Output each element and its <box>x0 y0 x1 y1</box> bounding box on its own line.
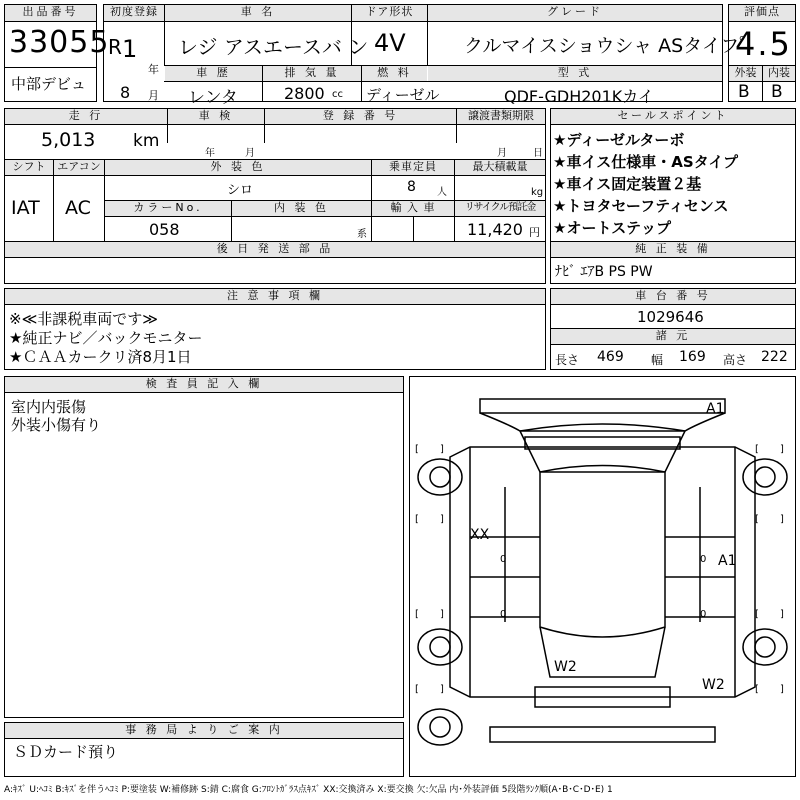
damage-mark: A1 <box>718 553 737 569</box>
mileage-label: 走 行 <box>5 109 167 124</box>
wheel-rear-left <box>418 629 462 665</box>
int-color-label: 内 装 色 <box>232 201 371 216</box>
reg-year: 1 <box>122 35 138 63</box>
svg-text:[: [ <box>755 609 759 620</box>
inspection-month-unit: 月 <box>245 148 255 159</box>
capacity-unit: 人 <box>437 187 447 198</box>
inspection-label: 車 検 <box>168 109 264 124</box>
color-no-label: カラーNo. <box>105 201 231 216</box>
transfer-label: 譲渡書類期限 <box>457 109 545 124</box>
displacement: 2800 <box>284 84 325 103</box>
ac: AC <box>65 197 91 219</box>
chassis-box <box>550 288 796 370</box>
max-load-unit: kg <box>531 187 544 198</box>
debut-label: 中部デビュ <box>11 75 87 93</box>
lot-number: 33055 <box>9 25 110 60</box>
ext-color-label: 外 装 色 <box>105 160 371 175</box>
svg-text:]: ] <box>440 609 444 620</box>
car-name: レジ アスエースバ ン <box>178 35 369 59</box>
era: R <box>108 35 122 59</box>
svg-text:[: [ <box>415 514 419 525</box>
capacity: 8 <box>407 179 416 195</box>
svg-text:]: ] <box>780 444 784 455</box>
front-bumper-outline <box>480 399 725 413</box>
svg-text:0: 0 <box>700 609 707 620</box>
selling-points-label: セールスポイント <box>551 109 795 124</box>
capacity-label: 乗車定員 <box>372 160 454 175</box>
notes-box <box>4 288 546 370</box>
inspector-line: 外装小傷有り <box>11 416 102 434</box>
model: QDF-GDH201Kカイ <box>504 87 654 106</box>
door: 4V <box>374 29 406 57</box>
door-label: ドア形状 <box>352 5 427 21</box>
selling-points-box <box>550 108 796 284</box>
mileage: 5,013 <box>41 129 96 151</box>
recycle-label: リサイクル預託金 <box>455 201 545 216</box>
svg-text:[: [ <box>415 684 419 695</box>
svg-text:]: ] <box>440 444 444 455</box>
transfer-month-unit: 月 <box>497 148 507 159</box>
svg-text:]: ] <box>780 514 784 525</box>
svg-text:]: ] <box>780 609 784 620</box>
postsend-label: 後 日 発 送 部 品 <box>5 242 545 257</box>
car-name-label: 車 名 <box>165 5 351 21</box>
width-label: 幅 <box>651 353 664 367</box>
chassis-number: 1029646 <box>637 308 704 326</box>
svg-text:]: ] <box>780 684 784 695</box>
ext-grade-label: 外装 <box>729 66 762 81</box>
damage-mark: A1 <box>706 401 725 417</box>
wheel-front-left <box>418 459 462 495</box>
fuel: ディーゼル <box>366 86 440 104</box>
length: 469 <box>597 349 624 365</box>
reg-month: 8 <box>120 83 131 102</box>
history: レンタ <box>188 88 238 108</box>
roof-outline <box>540 466 665 638</box>
month-unit: 月 <box>148 89 159 102</box>
displacement-label: 排 気 量 <box>263 66 361 81</box>
svg-text:[: [ <box>755 684 759 695</box>
int-grade: B <box>771 82 783 102</box>
dims-label: 諸 元 <box>551 329 795 344</box>
wheel-front-right <box>743 459 787 495</box>
selling-point: ★トヨタセーフティセンス <box>553 197 729 215</box>
equipment-value: ﾅﾋﾞ ｴｱB PS PW <box>555 264 653 280</box>
chassis-label: 車 台 番 号 <box>551 289 795 304</box>
svg-text:[: [ <box>755 514 759 525</box>
reg-no-label: 登 録 番 号 <box>265 109 456 124</box>
reg-label: 初度登録 <box>104 5 164 21</box>
svg-text:[: [ <box>755 444 759 455</box>
ext-color: シロ <box>227 183 254 198</box>
svg-text:0: 0 <box>500 554 507 565</box>
svg-text:[: [ <box>415 609 419 620</box>
spare-wheel <box>418 709 462 745</box>
recycle: 11,420 <box>467 220 523 239</box>
ext-grade: B <box>738 82 750 102</box>
year-unit: 年 <box>148 63 159 76</box>
damage-mark: W2 <box>702 677 725 693</box>
score-box <box>728 4 796 102</box>
grade: クルマイスショウシャ ASタイフ゜ <box>464 35 759 57</box>
displacement-unit: cc <box>332 89 343 100</box>
car-diagram-svg <box>410 377 795 776</box>
specs-box <box>4 108 546 284</box>
shift-label: シフト <box>5 160 53 175</box>
width: 169 <box>679 349 706 365</box>
front-body-outline <box>480 413 725 431</box>
office-label: 事 務 局 よ り ご 案 内 <box>5 723 403 738</box>
mileage-unit: km <box>133 131 160 151</box>
damage-mark: W2 <box>554 659 577 675</box>
height: 222 <box>761 349 788 365</box>
max-load-label: 最大積載量 <box>455 160 545 175</box>
ac-label: エアコン <box>54 160 104 175</box>
note-line: ※≪非課税車両です≫ <box>9 310 158 328</box>
office-box <box>4 722 404 777</box>
wheel-rear-right <box>743 629 787 665</box>
length-label: 長さ <box>555 353 580 367</box>
inspector-box <box>4 376 404 718</box>
int-color-unit: 系 <box>357 229 367 240</box>
note-line: ★ＣＡＡカークリ済8月1日 <box>9 348 192 366</box>
car-diagram <box>409 376 796 777</box>
notes-label: 注 意 事 項 欄 <box>5 289 545 304</box>
model-label: 型 式 <box>428 66 722 81</box>
svg-text:]: ] <box>440 514 444 525</box>
equipment-label: 純 正 装 備 <box>551 242 795 257</box>
svg-text:[: [ <box>415 444 419 455</box>
import-label: 輸 入 車 <box>372 201 454 216</box>
note-line: ★純正ナビ／バックモニター <box>9 329 203 347</box>
office-text: ＳＤカード預り <box>13 743 119 761</box>
lot-label: 出品番号 <box>5 5 96 21</box>
score: 4.5 <box>735 25 792 63</box>
legend: A:ｷｽﾞ U:ﾍｺﾐ B:ｷｽﾞを伴うﾍｺﾐ P:要塗装 W:補修跡 S:錆 C:腐食 G:ﾌﾛﾝﾄｶﾞﾗｽ点ｷｽﾞ XX:交換済み X:要交換 欠:欠品 内･外装評価 5段階ﾗﾝｸ順(A･B･C･D･E) 1 <box>4 785 613 795</box>
color-no: 058 <box>149 220 180 239</box>
score-label: 評価点 <box>729 5 795 21</box>
damage-mark: XX <box>470 527 490 543</box>
recycle-unit: 円 <box>529 226 540 239</box>
svg-text:0: 0 <box>700 554 707 565</box>
history-label: 車 歴 <box>165 66 262 81</box>
lot-box <box>4 4 110 102</box>
svg-text:]: ] <box>440 684 444 695</box>
inspector-line: 室内内張傷 <box>11 398 87 416</box>
fuel-label: 燃 料 <box>362 66 427 81</box>
body-outline <box>450 447 755 697</box>
transfer-day-unit: 日 <box>533 148 543 159</box>
selling-point: ★車イス固定装置２基 <box>553 175 702 193</box>
shift: IAT <box>11 197 40 219</box>
svg-text:0: 0 <box>500 609 507 620</box>
selling-point: ★ディーゼルターボ <box>553 131 685 149</box>
selling-point: ★車イス仕様車・ASタイプ <box>553 153 738 171</box>
int-grade-label: 内装 <box>763 66 795 81</box>
inspection-year-unit: 年 <box>205 148 215 159</box>
height-label: 高さ <box>723 353 748 367</box>
grade-label: グレード <box>428 5 722 21</box>
inspector-label: 検 査 員 記 入 欄 <box>5 377 403 392</box>
selling-point: ★オートステップ <box>553 219 671 237</box>
